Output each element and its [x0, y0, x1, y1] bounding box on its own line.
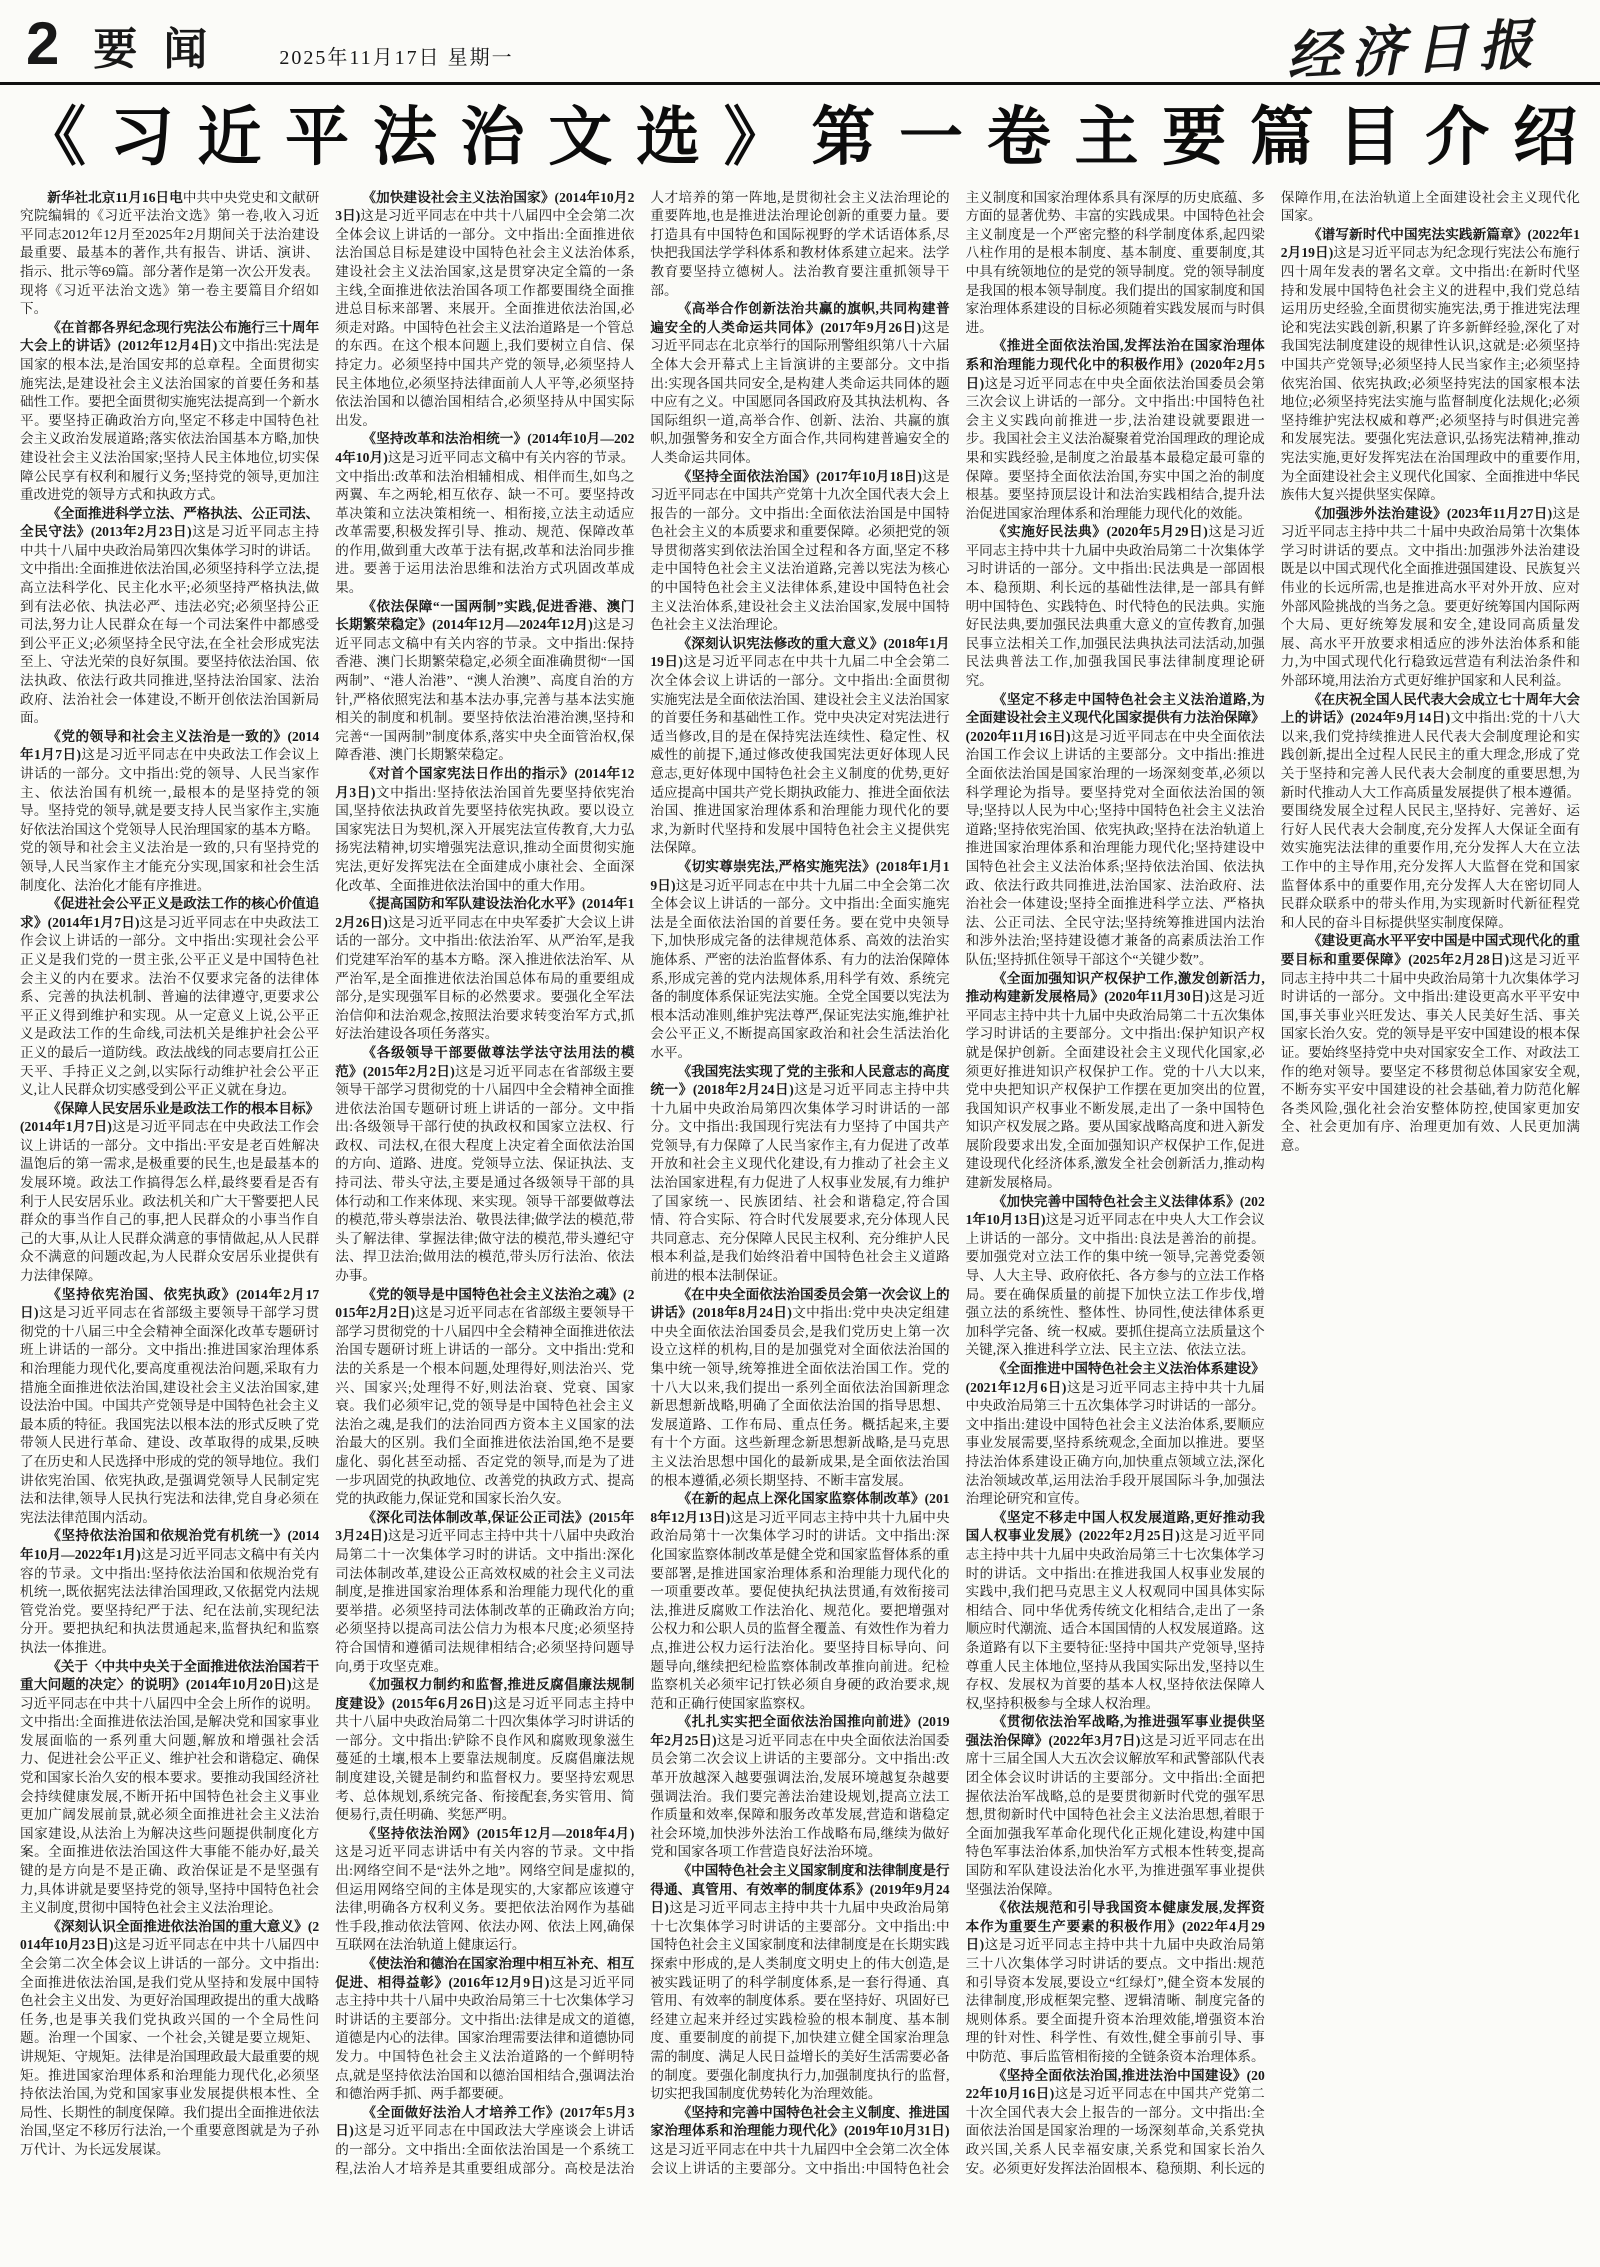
article-paragraph: 《加快完善中国特色社会主义法律体系》(2021年10月13日)这是习近平同志在中央人大工作会议上讲话的一部分。文中指出:良法是善治的前提。要加强党对立法工作的集中统一领导,完善党委领导、人大主导、政府依托、各方参与的立法工作格局。要在确保质量的前提下加快立法工作步伐,增强立法的系统性、整体性、协同性,使法律体系更加科学完备、统一权威。要抓住提高立法质量这个关键,深入推进科学立法、民主立法、依法立法。	[965, 1193, 1265, 1358]
article-item-title: 《建设更高水平平安中国是中国式现代化的重要目标和重要保障》(2025年2月28日)	[1280, 933, 1580, 967]
article-item-title: 《加强权力制约和监督,推进反腐倡廉法规制度建设》(2015年6月26日)	[335, 1677, 635, 1711]
article-paragraph: 《中国特色社会主义国家制度和法律制度是行得通、真管用、有效率的制度体系》(2019年9月24日)这是习近平同志主持中共十九届中央政治局第十七次集体学习时讲话的主要部分。文中指出:中国特色社会主义国家制度和法律制度是在长期实践探索中形成的,是人类制度文明史上的伟大创造,是被实践证明了的科学制度体系,是一套行得通、真管用、有效率的制度体系。要在坚持好、巩固好已经建立起来并经过实践检验的根本制度、基本制度、重要制度的前提下,加快建立健全国家治理急需的制度、满足人民日益增长的美好生活需要必备的制度。要强化制度执行力,加强制度执行的监督,切实把我国制度优势转化为治理效能。	[650, 1863, 950, 2102]
article-paragraph: 《坚持全面依法治国,推进法治中国建设》(2022年10月16日)这是习近平同志在中国共产党第二十次全国代表大会上报告的一部分。文中指出:全面依法治国是国家治理的一场深刻革命,关系党执政兴国,关系人民幸福安康,关系党和国家长治久安。必须更好发挥法治固根本、稳预期、利长远的保障作用,在法治轨道上全面建设社会主义现代化国家。	[965, 189, 1580, 2176]
article-paragraph: 《坚持改革和法治相统一》(2014年10月—2024年10月)这是习近平同志文稿中有关内容的节录。文中指出:改革和法治相辅相成、相伴而生,如鸟之两翼、车之两轮,相互依存、缺一不可。要坚持改革决策和立法决策相统一、相衔接,立法主动适应改革需要,积极发挥引导、推动、规范、保障改革的作用,做到重大改革于法有据,改革和法治同步推进。要善于运用法治思维和法治方式巩固改革成果。	[335, 431, 635, 596]
article-paragraph: 《对首个国家宪法日作出的指示》(2014年12月3日)文中指出:坚持依法治国首先要坚持依宪治国,坚持依法执政首先要坚持依宪执政。要以设立国家宪法日为契机,深入开展宪法宣传教育,大力弘扬宪法精神,切实增强宪法意识,推动全面贯彻实施宪法,更好发挥宪法在全面建成小康社会、全面深化改革、全面推进依法治国中的重大作用。	[335, 766, 635, 893]
article-paragraph: 《党的领导和社会主义法治是一致的》(2014年1月7日)这是习近平同志在中央政法工作会议上讲话的一部分。文中指出:党的领导、人民当家作主、依法治国有机统一,最根本的是坚持党的领导。坚持党的领导,就是要支持人民当家作主,实施好依法治国这个党领导人民治理国家的基本方略。党的领导和社会主义法治是一致的,只有坚持党的领导,人民当家作主才能充分实现,国家和社会生活制度化、法治化才能有序推进。	[20, 728, 320, 893]
dateline: 新华社北京11月16日电	[47, 189, 183, 205]
article-paragraph: 《关于〈中共中央关于全面推进依法治国若干重大问题的决定〉的说明》(2014年10月20日)这是习近平同志在中共十八届四中全会上所作的说明。文中指出:全面推进依法治国,是解决党和国家事业发展面临的一系列重大问题,解放和增强社会活力、促进社会公平正义、维护社会和谐稳定、确保党和国家长治久安的根本要求。要推动我国经济社会持续健康发展,不断开拓中国特色社会主义事业更加广阔发展前景,就必须全面推进社会主义法治国家建设,从法治上为解决这些问题提供制度化方案。全面推进依法治国这件大事能不能办好,最关键的是方向是不是正确、政治保证是不是坚强有力,具体讲就是要坚持党的领导,坚持中国特色社会主义制度,贯彻中国特色社会主义法治理论。	[20, 1658, 320, 1916]
page-date: 2025年11月17日 星期一	[279, 47, 514, 69]
article-paragraph: 《坚持依法治国和依规治党有机统一》(2014年10月—2022年1月)这是习近平同志文稿中有关内容的节录。文中指出:坚持依法治国和依规治党有机统一,既依据宪法法律治国理政,又依据党内法规管党治党。要坚持纪严于法、纪在法前,实现纪法分开。要把执纪和执法贯通起来,监督执纪和监察执法一体推进。	[20, 1528, 320, 1655]
article-paragraph: 《深化司法体制改革,保证公正司法》(2015年3月24日)这是习近平同志主持中共十八届中央政治局第二十一次集体学习时的讲话。文中指出:深化司法体制改革,建设公正高效权威的社会主义司法制度,是推进国家治理体系和治理能力现代化的重要举措。必须坚持司法体制改革的正确政治方向;必须坚持以提高司法公信力为根本尺度;必须坚持符合国情和遵循司法规律相结合;必须坚持问题导向,勇于攻坚克难。	[335, 1509, 635, 1674]
article-item-title: 《在首都各界纪念现行宪法公布施行三十周年大会上的讲话》(2012年12月4日)	[20, 319, 320, 354]
article-paragraph: 《依法规范和引导我国资本健康发展,发挥资本作为重要生产要素的积极作用》(2022年4月29日)这是习近平同志主持中共十九届中央政治局第三十八次集体学习时讲话的要点。文中指出:规范和引导资本发展,要设立“红绿灯”,健全资本发展的法律制度,形成框架完整、逻辑清晰、制度完备的规则体系。要全面提升资本治理效能,增强资本治理的针对性、科学性、有效性,健全事前引导、事中防范、事后监管相衔接的全链条资本治理体系。	[965, 1900, 1265, 2064]
article-headline: 《习近平法治文选》第一卷主要篇目介绍	[22, 102, 1578, 173]
article-item-title: 《推进全面依法治国,发挥法治在国家治理体系和治理能力现代化中的积极作用》(2020年2月5日)	[965, 338, 1265, 391]
article-paragraph: 新华社北京11月16日电中共中央党史和文献研究院编辑的《习近平法治文选》第一卷,收入习近平同志2012年12月至2025年2月期间关于法治建设最重要、最基本的著作,共有报告、讲话、演讲、指示、批示等69篇。部分著作是第一次公开发表。现将《习近平法治文选》第一卷主要篇目介绍如下。	[20, 189, 320, 317]
article-paragraph: 《坚定不移走中国人权发展道路,更好推动我国人权事业发展》(2022年2月25日)这是习近平同志主持中共十九届中央政治局第三十七次集体学习时的讲话。文中指出:在推进我国人权事业发展的实践中,我们把马克思主义人权观同中国具体实际相结合、同中华优秀传统文化相结合,走出了一条顺应时代潮流、适合本国国情的人权发展道路。这条道路有以下主要特征:坚持中国共产党领导,坚持尊重人民主体地位,坚持从我国实际出发,坚持以生存权、发展权为首要的基本人权,坚持依法保障人权,坚持积极参与全球人权治理。	[965, 1509, 1265, 1711]
article-item-title: 《坚定不移走中国特色社会主义法治道路,为全面建设社会主义现代化国家提供有力法治保障》(2020年11月16日)	[965, 691, 1265, 744]
masthead-logo: 经济日报	[1285, 13, 1544, 88]
article-paragraph: 《贯彻依法治军战略,为推进强军事业提供坚强法治保障》(2022年3月7日)这是习近平同志在出席十三届全国人大五次会议解放军和武警部队代表团全体会议时讲话的主要部分。文中指出:全面把握依法治军战略,总的是要贯彻新时代党的强军思想,贯彻新时代中国特色社会主义法治思想,着眼于全面加强我军革命化现代化正规化建设,构建中国特色军事法治体系,加快治军方式根本性转变,提高国防和军队建设法治化水平,为推进强军事业提供坚强法治保障。	[965, 1714, 1265, 1897]
article-paragraph: 《全面加强知识产权保护工作,激发创新活力,推动构建新发展格局》(2020年11月30日)这是习近平同志主持中共十九届中央政治局第二十五次集体学习时讲话的主要部分。文中指出:保护知识产权就是保护创新。全面建设社会主义现代化国家,必须更好推进知识产权保护工作。党的十八大以来,党中央把知识产权保护工作摆在更加突出的位置,我国知识产权事业不断发展,走出了一条中国特色知识产权发展之路。要从国家战略高度和进入新发展阶段要求出发,全面加强知识产权保护工作,促进建设现代化经济体系,激发全社会创新活力,推动构建新发展格局。	[965, 970, 1265, 1191]
article-paragraph: 《使法治和德治在国家治理中相互补充、相互促进、相得益彰》(2016年12月9日)这是习近平同志主持中共十八届中央政治局第三十七次集体学习时讲话的主要部分。文中指出:法律是成文的道德,道德是内心的法律。国家治理需要法律和道德协同发力。中国特色社会主义法治道路的一个鲜明特点,就是坚持依法治国和以德治国相结合,强调法治和德治两手抓、两手都要硬。	[335, 1956, 635, 2102]
page-number: 2	[26, 10, 60, 77]
article-item-title: 《依法保障“一国两制”实践,促进香港、澳门长期繁荣稳定》(2014年12月—2024年12月)	[335, 598, 635, 633]
article-item-title: 《加快建设社会主义法治国家》(2014年10月23日)	[335, 189, 635, 224]
article-item-title: 《坚持改革和法治相统一》(2014年10月—2024年10月)	[335, 431, 635, 465]
article-paragraph: 《推进全面依法治国,发挥法治在国家治理体系和治理能力现代化中的积极作用》(2020年2月5日)这是习近平同志在中央全面依法治国委员会第三次会议上讲话的一部分。文中指出:中国特色社会主义实践向前推进一步,法治建设就要跟进一步。我国社会主义法治凝聚着党治国理政的理论成果和实践经验,是制度之治最基本最稳定最可靠的保障。要坚持全面依法治国,夯实中国之治的制度根基。要坚持顶层设计和法治实践相结合,提升法治促进国家治理体系和治理能力现代化的效能。	[965, 338, 1265, 521]
article-paragraph: 《建设更高水平平安中国是中国式现代化的重要目标和重要保障》(2025年2月28日)这是习近平同志主持中共二十届中央政治局第十九次集体学习时讲话的一部分。文中指出:建设更高水平平安中国,事关事业兴旺发达、事关人民美好生活、事关国家长治久安。党的领导是平安中国建设的根本保证。要始终坚持党中央对国家安全工作、对政法工作的绝对领导。要坚定不移贯彻总体国家安全观,不断夯实平安中国建设的社会基础,着力防范化解各类风险,强化社会治安整体防控,使国家更加安全、社会更加有序、治理更加有效、人民更加满意。	[1280, 933, 1580, 1153]
article-paragraph: 《全面做好法治人才培养工作》(2017年5月3日)这是习近平同志在中国政法大学座谈会上讲话的一部分。文中指出:全面依法治国是一个系统工程,法治人才培养是其重要组成部分。高校是法治人才培养的第一阵地,是贯彻社会主义法治理论的重要阵地,也是推进法治理论创新的重要力量。要打造具有中国特色和国际视野的学术话语体系,尽快把我国法学学科体系和教材体系建立起来。法学教育要坚持立德树人。法治教育要注重抓领导干部。	[335, 189, 950, 2176]
article-paragraph: 《深刻认识宪法修改的重大意义》(2018年1月19日)这是习近平同志在中共十九届二中全会第二次全体会议上讲话的一部分。文中指出:全面贯彻实施宪法是全面依法治国、建设社会主义法治国家的首要任务和基础性工作。党中央决定对宪法进行适当修改,目的是在保持宪法连续性、稳定性、权威性的前提下,通过修改使我国宪法更好体现人民意志,更好体现中国特色社会主义制度的优势,更好适应提高中国共产党长期执政能力、推进全面依法治国、推进国家治理体系和治理能力现代化的要求,为新时代坚持和发展中国特色社会主义提供宪法保障。	[650, 635, 950, 856]
article-item-title: 《深刻认识宪法修改的重大意义》(2018年1月19日)	[650, 635, 950, 670]
article-paragraph: 《加强权力制约和监督,推进反腐倡廉法规制度建设》(2015年6月26日)这是习近平同志主持中共十八届中央政治局第二十四次集体学习时讲话的一部分。文中指出:铲除不良作风和腐败现象滋生蔓延的土壤,根本上要靠法规制度。反腐倡廉法规制度建设,关键是制约和监督权力。要坚持宏观思考、总体规划,系统完备、衔接配套,务实管用、简便易行,责任明确、奖惩严明。	[335, 1677, 635, 1823]
article-item-title: 《坚持依法治国和依规治党有机统一》(2014年10月—2022年1月)	[20, 1528, 320, 1562]
section-title: 要闻	[93, 25, 234, 74]
article-item-title: 《高举合作创新法治共赢的旗帜,共同构建普遍安全的人类命运共同体》(2017年9月26日)	[650, 301, 950, 335]
article-item-title: 《我国宪法实现了党的主张和人民意志的高度统一》(2018年2月24日)	[650, 1063, 950, 1098]
article-item-title: 《在庆祝全国人民代表大会成立七十周年大会上的讲话》(2024年9月14日)	[1280, 691, 1580, 726]
article-item-title: 《对首个国家宪法日作出的指示》(2014年12月3日)	[335, 766, 635, 800]
article-paragraph: 《切实尊崇宪法,严格实施宪法》(2018年1月19日)这是习近平同志在中共十九届二中全会第二次全体会议上讲话的一部分。文中指出:全面实施宪法是全面依法治国的首要任务。要在党中央领导下,加快形成完备的法律规范体系、高效的法治实施体系、严密的法治监督体系、有力的法治保障体系,形成完善的党内法规体系,用科学有效、系统完备的制度体系保证宪法实施。全党全国要以宪法为根本活动准则,维护宪法尊严,保证宪法实施,维护社会公平正义,不断提高国家政治和社会生活法治化水平。	[650, 858, 950, 1060]
article-item-title: 《扎扎实实把全面依法治国推向前进》(2019年2月25日)	[650, 1714, 950, 1748]
article-item-title: 《全面推进中国特色社会主义法治体系建设》(2021年12月6日)	[965, 1361, 1265, 1395]
article-paragraph: 《坚持和完善中国特色社会主义制度、推进国家治理体系和治理能力现代化》(2019年10月31日)这是习近平同志在中共十九届四中全会第二次全体会议上讲话的主要部分。文中指出:中国特色社会主义制度和国家治理体系具有深厚的历史底蕴、多方面的显著优势、丰富的实践成果。中国特色社会主义制度是一个严密完整的科学制度体系,起四梁八柱作用的是根本制度、基本制度、重要制度,其中具有统领地位的是党的领导制度。党的领导制度是我国的根本领导制度。我们提出的国家制度和国家治理体系建设的目标必须随着实践发展而与时俱进。	[650, 189, 1265, 2176]
article-item-title: 《切实尊崇宪法,严格实施宪法》(2018年1月19日)	[650, 858, 950, 893]
article-paragraph: 《谱写新时代中国宪法实践新篇章》(2022年12月19日)这是习近平同志为纪念现行宪法公布施行四十周年发表的署名文章。文中指出:在新时代坚持和发展中国特色社会主义的进程中,我们党总结运用历史经验,全面贯彻实施宪法,勇于推进宪法理论和宪法实践创新,积累了许多新鲜经验,深化了对我国宪法制度建设的规律性认识,这就是:必须坚持中国共产党领导;必须坚持人民当家作主;必须坚持依宪治国、依宪执政;必须坚持宪法的国家根本法地位;必须坚持宪法实施与监督制度化法规化;必须坚持维护宪法权威和尊严;必须坚持与时俱进完善和发展宪法。要强化宪法意识,弘扬宪法精神,推动宪法实施,更好发挥宪法在治国理政中的重要作用,为全面建设社会主义现代化国家、全面推进中华民族伟大复兴提供坚实保障。	[1280, 226, 1580, 503]
article-item-title: 《贯彻依法治军战略,为推进强军事业提供坚强法治保障》(2022年3月7日)	[965, 1714, 1265, 1748]
article-item-title: 《全面推进科学立法、严格执法、公正司法、全民守法》(2013年2月23日)	[20, 505, 320, 540]
article-paragraph: 《坚持依法治网》(2015年12月—2018年4月)这是习近平同志讲话中有关内容的节录。文中指出:网络空间不是“法外之地”。网络空间是虚拟的,但运用网络空间的主体是现实的,大家都应该遵守法律,明确各方权利义务。要把依法治网作为基础性手段,推动依法管网、依法办网、依法上网,确保互联网在法治轨道上健康运行。	[335, 1825, 635, 1953]
article-item-title: 《坚持依法治网》(2015年12月—2018年4月)	[362, 1825, 635, 1841]
article-item-title: 《党的领导和社会主义法治是一致的》(2014年1月7日)	[20, 728, 320, 763]
article-item-title: 《坚持全面依法治国》(2017年10月18日)	[677, 468, 922, 484]
article-paragraph: 《各级领导干部要做尊法学法守法用法的模范》(2015年2月2日)这是习近平同志在省部级主要领导干部学习贯彻党的十八届四中全会精神全面推进依法治国专题研讨班上讲话的一部分。文中指出:各级领导干部行使的执政权和国家立法权、行政权、司法权,在很大程度上决定着全面依法治国的方向、道路、进度。党领导立法、保证执法、支持司法、带头守法,主要是通过各级领导干部的具体行动和工作来体现、来实现。领导干部要做尊法的模范,带头尊崇法治、敬畏法律;做学法的模范,带头了解法律、掌握法律;做守法的模范,带头遵纪守法、捍卫法治;做用法的模范,带头厉行法治、依法办事。	[335, 1044, 635, 1284]
article-item-title: 《深化司法体制改革,保证公正司法》(2015年3月24日)	[335, 1509, 635, 1544]
article-item-title: 《保障人民安居乐业是政法工作的根本目标》(2014年1月7日)	[20, 1100, 320, 1135]
article-paragraph: 《坚持依宪治国、依宪执政》(2014年2月17日)这是习近平同志在省部级主要领导干部学习贯彻党的十八届三中全会精神全面深化改革专题研讨班上讲话的一部分。文中指出:推进国家治理体系和治理能力现代化,要高度重视法治问题,采取有力措施全面推进依法治国,建设社会主义法治国家,建设法治中国。中国共产党领导是中国特色社会主义最本质的特征。我国宪法以根本法的形式反映了党带领人民进行革命、建设、改革取得的成果,反映了在历史和人民选择中形成的党的领导地位。我们讲依宪治国、依宪执政,是强调党领导人民制定宪法和法律,领导人民执行宪法和法律,党自身必须在宪法法律范围内活动。	[20, 1286, 320, 1525]
article-paragraph: 《全面推进中国特色社会主义法治体系建设》(2021年12月6日)这是习近平同志主持中共十九届中央政治局第三十五次集体学习时讲话的一部分。文中指出:建设中国特色社会主义法治体系,要顺应事业发展需要,坚持系统观念,全面加以推进。要坚持法治体系建设正确方向,加快重点领域立法,深化法治领域改革,运用法治手段开展国际斗争,加强法治理论研究和宣传。	[965, 1361, 1265, 1507]
article-item-title: 《各级领导干部要做尊法学法守法用法的模范》(2015年2月2日)	[335, 1044, 635, 1079]
article-paragraph: 《高举合作创新法治共赢的旗帜,共同构建普遍安全的人类命运共同体》(2017年9月26日)这是习近平同志在北京举行的国际刑警组织第八十六届全体大会开幕式上主旨演讲的主要部分。文中指出:实现各国共同安全,是构建人类命运共同体的题中应有之义。中国愿同各国政府及其执法机构、各国际组织一道,高举合作、创新、法治、共赢的旗帜,加强警务和安全方面合作,共同构建普遍安全的人类命运共同体。	[650, 301, 950, 465]
article-paragraph: 《深刻认识全面推进依法治国的重大意义》(2014年10月23日)这是习近平同志在中共十八届四中全会第二次全体会议上讲话的一部分。文中指出:全面推进依法治国,是我们党从坚持和发展中国特色社会主义出发、为更好治国理政提出的重大战略任务,也是事关我们党执政兴国的一个全局性问题。治理一个国家、一个社会,关键是要立规矩、讲规矩、守规矩。法律是治国理政最大最重要的规矩。推进国家治理体系和治理能力现代化,必须坚持依法治国,为党和国家事业发展提供根本性、全局性、长期性的制度保障。我们提出全面推进依法治国,坚定不移厉行法治,一个重要意图就是为子孙万代计、为长远发展谋。	[20, 1918, 320, 2157]
article-item-title: 《坚持和完善中国特色社会主义制度、推进国家治理体系和治理能力现代化》(2019年10月31日)	[650, 2104, 950, 2139]
article-paragraph: 《加快建设社会主义法治国家》(2014年10月23日)这是习近平同志在中共十八届四中全会第二次全体会议上讲话的一部分。文中指出:全面推进依法治国总目标是建设中国特色社会主义法治体系,建设社会主义法治国家,这是贯穿决定全篇的一条主线,全面推进依法治国各项工作都要围绕全面推进总目标来部署、来展开。全面推进依法治国,必须走对路。中国特色社会主义法治道路是一个管总的东西。在这个根本问题上,我们要树立自信、保持定力。必须坚持中国共产党的领导,必须坚持人民主体地位,必须坚持法律面前人人平等,必须坚持依法治国和以德治国相结合,必须坚持从中国实际出发。	[335, 189, 635, 428]
article-item-title: 《坚持全面依法治国,推进法治中国建设》(2022年10月16日)	[965, 2067, 1265, 2102]
article-paragraph: 《扎扎实实把全面依法治国推向前进》(2019年2月25日)这是习近平同志在中央全面依法治国委员会第二次会议上讲话的主要部分。文中指出:改革开放越深入越要强调法治,发展环境越复杂越要强调法治。我们要完善法治建设规划,提高立法工作质量和效率,保障和服务改革发展,营造和谐稳定社会环境,加快涉外法治工作战略布局,继续为做好党和国家各项工作营造良好法治环境。	[650, 1714, 950, 1860]
article-item-title: 《在中央全面依法治国委员会第一次会议上的讲话》(2018年8月24日)	[650, 1286, 950, 1321]
article-item-title: 《促进社会公平正义是政法工作的核心价值追求》(2014年1月7日)	[20, 896, 320, 930]
article-paragraph: 《全面推进科学立法、严格执法、公正司法、全民守法》(2013年2月23日)这是习近平同志主持中共十八届中央政治局第四次集体学习时的讲话。文中指出:全面推进依法治国,必须坚持科学立法,提高立法科学化、民主化水平;必须坚持严格执法,做到有法必依、执法必严、违法必究;必须坚持公正司法,努力让人民群众在每一个司法案件中都感受到公平正义;必须坚持全民守法,在全社会形成宪法至上、守法光荣的良好氛围。要坚持依法治国、依法执政、依法行政共同推进,坚持法治国家、法治政府、法治社会一体建设,不断开创依法治国新局面。	[20, 505, 320, 726]
article-item-title: 《谱写新时代中国宪法实践新篇章》(2022年12月19日)	[1280, 226, 1580, 261]
page-header	[0, 0, 1600, 88]
article-paragraph: 《坚定不移走中国特色社会主义法治道路,为全面建设社会主义现代化国家提供有力法治保障》(2020年11月16日)这是习近平同志在中央全面依法治国工作会议上讲话的主要部分。文中指出:推进全面依法治国是国家治理的一场深刻变革,必须以科学理论为指导。要坚持党对全面依法治国的领导;坚持以人民为中心;坚持中国特色社会主义法治道路;坚持依宪治国、依宪执政;坚持在法治轨道上推进国家治理体系和治理能力现代化;坚持建设中国特色社会主义法治体系;坚持依法治国、依法执政、依法行政共同推进,法治国家、法治政府、法治社会一体建设;坚持全面推进科学立法、严格执法、公正司法、全民守法;坚持统筹推进国内法治和涉外法治;坚持建设德才兼备的高素质法治工作队伍;坚持抓住领导干部这个“关键少数”。	[965, 691, 1265, 967]
article-paragraph: 《加强涉外法治建设》(2023年11月27日)这是习近平同志主持中共二十届中央政治局第十次集体学习时讲话的要点。文中指出:加强涉外法治建设既是以中国式现代化全面推进强国建设、民族复兴伟业的长远所需,也是推进高水平对外开放、应对外部风险挑战的当务之急。要更好统筹国内国际两个大局、更好统筹发展和安全,建设同高质量发展、高水平开放要求相适应的涉外法治体系和能力,为中国式现代化行稳致远营造有利法治条件和外部环境,用法治方式更好维护国家和人民利益。	[1280, 505, 1580, 689]
page-header-left	[26, 10, 514, 77]
article-paragraph: 《党的领导是中国特色社会主义法治之魂》(2015年2月2日)这是习近平同志在省部级主要领导干部学习贯彻党的十八届四中全会精神全面推进依法治国专题研讨班上讲话的一部分。文中指出:党和法的关系是一个根本问题,处理得好,则法治兴、党兴、国家兴;处理得不好,则法治衰、党衰、国家衰。我们必须牢记,党的领导是中国特色社会主义法治之魂,是我们的法治同西方资本主义国家的法治最大的区别。我们全面推进依法治国,绝不是要虚化、弱化甚至动摇、否定党的领导,而是为了进一步巩固党的执政地位、改善党的执政方式、提高党的执政能力,保证党和国家长治久安。	[335, 1286, 635, 1507]
article-paragraph: 《我国宪法实现了党的主张和人民意志的高度统一》(2018年2月24日)这是习近平同志主持中共十九届中央政治局第四次集体学习时讲话的一部分。文中指出:我国现行宪法有力坚持了中国共产党领导,有力保障了人民当家作主,有力促进了改革开放和社会主义现代化建设,有力推动了社会主义法治国家进程,有力促进了人权事业发展,有力维护了国家统一、民族团结、社会和谐稳定,符合国情、符合实际、符合时代发展要求,充分体现人民共同意志、充分保障人民民主权利、充分维护人民根本利益,是我们始终沿着中国特色社会主义道路前进的根本法制保证。	[650, 1063, 950, 1284]
article-item-title: 《深刻认识全面推进依法治国的重大意义》(2014年10月23日)	[20, 1918, 320, 1953]
article-paragraph: 《保障人民安居乐业是政法工作的根本目标》(2014年1月7日)这是习近平同志在中央政法工作会议上讲话的一部分。文中指出:平安是老百姓解决温饱后的第一需求,是极重要的民生,也是最基本的发展环境。政法工作搞得怎么样,最终要看是否有利于人民安居乐业。政法机关和广大干警要把人民群众的事当作自己的事,把人民群众的小事当作自己的大事,从让人民群众满意的事情做起,从人民群众不满意的问题改起,为人民群众安居乐业提供有力法律保障。	[20, 1100, 320, 1284]
article-item-title: 《全面加强知识产权保护工作,激发创新活力,推动构建新发展格局》(2020年11月30日)	[965, 970, 1265, 1005]
article-body	[20, 189, 1580, 2197]
article-item-title: 《关于〈中共中央关于全面推进依法治国若干重大问题的决定〉的说明》(2014年10月20日)	[20, 1658, 320, 1693]
article-paragraph: 《在庆祝全国人民代表大会成立七十周年大会上的讲话》(2024年9月14日)文中指出:党的十八大以来,我们党持续推进人民代表大会制度理论和实践创新,提出全过程人民民主的重大理念,形成了党关于坚持和完善人民代表大会制度的重要思想,为新时代推动人大工作高质量发展提供了根本遵循。要围绕发展全过程人民民主,坚持好、完善好、运行好人民代表大会制度,充分发挥人大保证全面有效实施宪法法律的重要作用,充分发挥人大在立法工作中的主导作用,充分发挥人大监督在党和国家监督体系中的重要作用,充分发挥人大在密切同人民群众联系中的带头作用,为实现新时代新征程党和人民的奋斗目标提供坚实制度保障。	[1280, 691, 1580, 930]
article-paragraph: 《实施好民法典》(2020年5月29日)这是习近平同志主持中共十九届中央政治局第二十次集体学习时讲话的一部分。文中指出:民法典是一部固根本、稳预期、利长远的基础性法律,是一部具有鲜明中国特色、实践特色、时代特色的民法典。实施好民法典,要加强民法典重大意义的宣传教育,加强民事立法相关工作,加强民法典执法司法活动,加强民法典普法工作,加强我国民事法律制度理论研究。	[965, 524, 1265, 689]
article-item-title: 《坚持依宪治国、依宪执政》(2014年2月17日)	[20, 1286, 320, 1321]
article-item-title: 《中国特色社会主义国家制度和法律制度是行得通、真管用、有效率的制度体系》(2019年9月24日)	[650, 1863, 950, 1916]
article-item-title: 《加强涉外法治建设》(2023年11月27日)	[1307, 505, 1553, 521]
article-paragraph: 《依法保障“一国两制”实践,促进香港、澳门长期繁荣稳定》(2014年12月—2024年12月)这是习近平同志文稿中有关内容的节录。文中指出:保持香港、澳门长期繁荣稳定,必须全面准确贯彻“一国两制”、“港人治港”、“澳人治澳”、高度自治的方针,严格依照宪法和基本法办事,完善与基本法实施相关的制度和机制。要坚持依法治港治澳,坚持和完善“一国两制”制度体系,落实中央全面管治权,保障香港、澳门长期繁荣稳定。	[335, 598, 635, 763]
article-item-title: 《提高国防和军队建设法治化水平》(2014年12月26日)	[335, 896, 635, 930]
article-paragraph: 《在中央全面依法治国委员会第一次会议上的讲话》(2018年8月24日)文中指出:党中央决定组建中央全面依法治国委员会,是我们党历史上第一次设立这样的机构,目的是加强党对全面依法治国的集中统一领导,统筹推进全面依法治国工作。党的十八大以来,我们提出一系列全面依法治国新理念新思想新战略,明确了全面依法治国的指导思想、发展道路、工作布局、重点任务。概括起来,主要有十个方面。这些新理念新思想新战略,是马克思主义法治思想中国化的最新成果,是全面依法治国的根本遵循,必须长期坚持、不断丰富发展。	[650, 1286, 950, 1488]
article-item-title: 《实施好民法典》(2020年5月29日)	[992, 524, 1208, 540]
article-paragraph: 《在首都各界纪念现行宪法公布施行三十周年大会上的讲话》(2012年12月4日)文中指出:宪法是国家的根本法,是治国安邦的总章程。全面贯彻实施宪法,是建设社会主义法治国家的首要任务和基础性工作。要把全面贯彻实施宪法提高到一个新水平。要坚持正确政治方向,坚定不移走中国特色社会主义政治发展道路;落实依法治国基本方略,加快建设社会主义法治国家;坚持人民主体地位,切实保障公民享有权利和履行义务;坚持党的领导,更加注重改进党的领导方式和执政方式。	[20, 319, 320, 503]
article-item-title: 《全面做好法治人才培养工作》(2017年5月3日)	[335, 2104, 635, 2139]
article-paragraph: 《坚持全面依法治国》(2017年10月18日)这是习近平同志在中国共产党第十九次全国代表大会上报告的一部分。文中指出:全面依法治国是中国特色社会主义的本质要求和重要保障。必须把党的领导贯彻落实到依法治国全过程和各方面,坚定不移走中国特色社会主义法治道路,完善以宪法为核心的中国特色社会主义法律体系,建设中国特色社会主义法治体系,建设社会主义法治国家,发展中国特色社会主义法治理论。	[650, 468, 950, 633]
article-paragraph: 《提高国防和军队建设法治化水平》(2014年12月26日)这是习近平同志在中央军委扩大会议上讲话的一部分。文中指出:依法治军、从严治军,是我们党建军治军的基本方略。深入推进依法治军、从严治军,是全面推进依法治国总体布局的重要组成部分,是实现强军目标的必然要求。要强化全军法治信仰和法治观念,按照法治要求转变治军方式,抓好法治建设各项任务落实。	[335, 896, 635, 1042]
article-item-title: 《坚定不移走中国人权发展道路,更好推动我国人权事业发展》(2022年2月25日)	[965, 1509, 1265, 1544]
article-item-title: 《使法治和德治在国家治理中相互补充、相互促进、相得益彰》(2016年12月9日)	[335, 1956, 635, 1990]
article-item-title: 《党的领导是中国特色社会主义法治之魂》(2015年2月2日)	[335, 1286, 635, 1321]
article-paragraph: 《促进社会公平正义是政法工作的核心价值追求》(2014年1月7日)这是习近平同志在中央政法工作会议上讲话的一部分。文中指出:实现社会公平正义是我们党的一贯主张,公平正义是中国特色社会主义的内在要求。法治不仅要求完备的法律体系、完善的执法机制、普遍的法律遵守,更要求公平正义得到维护和实现。从一定意义上说,公平正义是政法工作的生命线,司法机关是维护社会公平正义的最后一道防线。政法战线的同志要肩扛公正天平、手持正义之剑,以实际行动维护社会公平正义,让人民群众切实感受到公平正义就在身边。	[20, 896, 320, 1098]
article-item-title: 《在新的起点上深化国家监察体制改革》(2018年12月13日)	[650, 1491, 950, 1525]
article-paragraph: 《在新的起点上深化国家监察体制改革》(2018年12月13日)这是习近平同志主持中共十九届中央政治局第十一次集体学习时的讲话。文中指出:深化国家监察体制改革是健全党和国家监督体系的重要部署,是推进国家治理体系和治理能力现代化的一项重要改革。要促使执纪执法贯通,有效衔接司法,推进反腐败工作法治化、规范化。要把增强对公权力和公职人员的监督全覆盖、有效性作为着力点,推进公权力运行法治化。要坚持目标导向、问题导向,继续把纪检监察体制改革推向前进。纪检监察机关必须牢记打铁必须自身硬的政治要求,规范和正确行使国家监察权。	[650, 1491, 950, 1711]
article-item-title: 《依法规范和引导我国资本健康发展,发挥资本作为重要生产要素的积极作用》(2022年4月29日)	[965, 1900, 1265, 1953]
article-item-title: 《加快完善中国特色社会主义法律体系》(2021年10月13日)	[965, 1193, 1265, 1228]
